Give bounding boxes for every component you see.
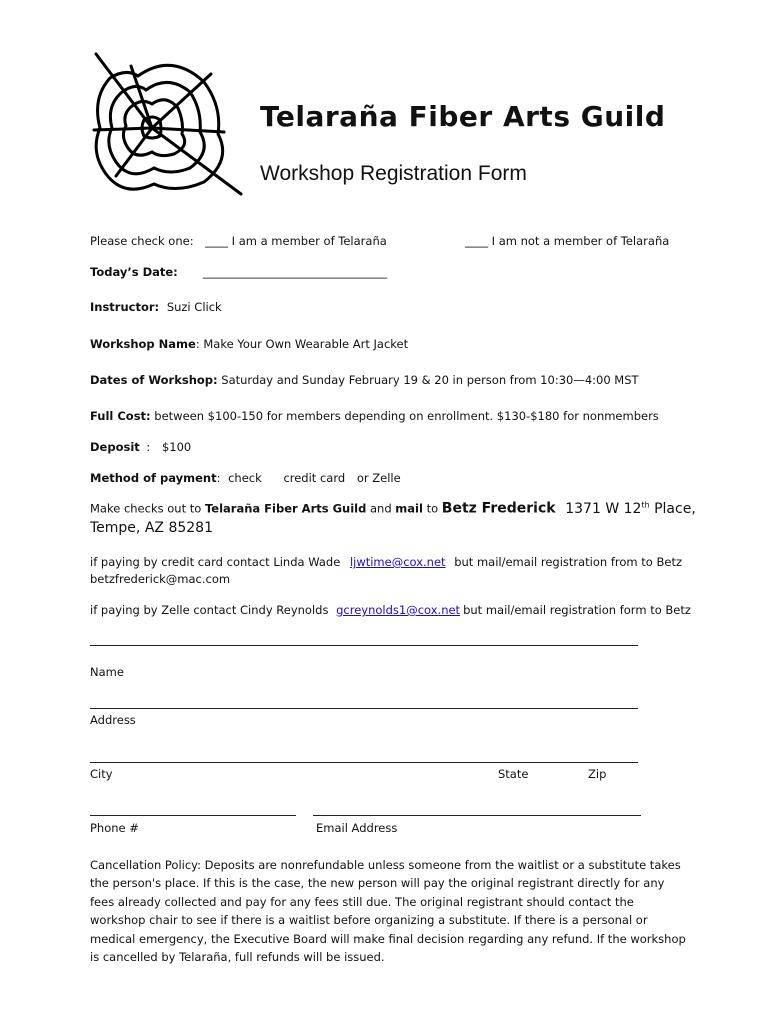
deposit-colon: : — [146, 440, 151, 454]
city-fill-line[interactable] — [90, 762, 638, 763]
deposit-row — [90, 440, 191, 454]
zelle-email-link[interactable]: gcreynolds1@cox.net — [336, 603, 461, 617]
checks-line — [90, 500, 696, 517]
membership-label: Please check one: — [90, 234, 194, 248]
payment-credit[interactable]: credit card — [283, 471, 346, 485]
address-fill-line[interactable] — [90, 708, 638, 709]
email-label: Email Address — [316, 821, 398, 835]
checks-city: Tempe, AZ 85281 — [90, 520, 213, 536]
dates-row — [90, 373, 639, 387]
zelle-line — [90, 603, 691, 617]
checks-street: 1371 W 12th Place, — [565, 500, 696, 517]
state-label: State — [498, 767, 529, 781]
zelle-suffix: but mail/email registration form to Betz — [463, 603, 691, 617]
phone-fill-line[interactable] — [90, 815, 296, 816]
zelle-text: if paying by Zelle contact Cindy Reynolds — [90, 603, 329, 617]
zip-label: Zip — [588, 767, 607, 781]
payment-colon: : — [216, 471, 221, 485]
date-label: Today’s Date: — [90, 265, 178, 279]
phone-label: Phone # — [90, 821, 139, 835]
workshop-row — [90, 337, 408, 351]
checks-prefix: Make checks out to — [90, 501, 202, 516]
checks-to: to — [426, 501, 439, 516]
payment-row — [90, 471, 401, 485]
credit-card-line2: betzfrederick@mac.com — [90, 572, 231, 586]
instructor-value: Suzi Click — [166, 300, 222, 314]
checks-payee: Telaraña Fiber Arts Guild — [204, 501, 367, 516]
cost-value: between $100-150 for members depending on enrollment. $130-$180 for nonmembers — [154, 409, 659, 423]
workshop-value: : Make Your Own Wearable Art Jacket — [195, 337, 409, 351]
payment-zelle[interactable]: or Zelle — [356, 471, 401, 485]
checks-mail: mail — [395, 501, 423, 516]
deposit-label: Deposit — [90, 440, 140, 454]
payment-check[interactable]: check — [228, 471, 262, 485]
credit-card-text: if paying by credit card contact Linda Wade — [90, 555, 341, 569]
address-label: Address — [90, 713, 136, 727]
payment-label: Method of payment — [90, 471, 217, 485]
credit-card-line — [90, 555, 682, 569]
instructor-row — [90, 300, 222, 314]
page-subtitle: Workshop Registration Form — [260, 162, 527, 185]
name-fill-line[interactable] — [90, 645, 638, 646]
dates-value: Saturday and Sunday February 19 & 20 in person from 10:30—4:00 MST — [221, 373, 639, 387]
city-label: City — [90, 767, 113, 781]
email-fill-line[interactable] — [313, 815, 641, 816]
credit-card-email-link[interactable]: ljwtime@cox.net — [349, 555, 446, 569]
cost-label: Full Cost: — [90, 409, 151, 423]
page-title: Telaraña Fiber Arts Guild — [260, 100, 666, 133]
nonmember-option[interactable]: ____ I am not a member of Telaraña — [465, 234, 670, 248]
instructor-label: Instructor: — [90, 300, 160, 314]
spider-web-icon — [86, 48, 246, 198]
name-label: Name — [90, 665, 124, 679]
date-blank[interactable]: ________________________________ — [203, 265, 387, 279]
credit-card-suffix: but mail/email registration from to Betz — [454, 555, 682, 569]
workshop-label: Workshop Name — [90, 337, 196, 351]
cancellation-policy: Cancellation Policy: Deposits are nonrefundable unless someone from the waitlist or a substitute takes the person's place. If this is the case, the new person will pay the original registrant directly for any fees already collected and pay for any fees still due. The original registrant should contact the workshop chair to see if there is a waitlist before organizing a substitute. If there is a personal or medical emergency, the Executive Board will make final decision regarding any refund. If the workshop is cancelled by Telaraña, full refunds will be issued. — [90, 858, 686, 965]
deposit-value: $100 — [161, 440, 192, 454]
checks-and: and — [370, 501, 392, 516]
member-option[interactable]: ____ I am a member of Telaraña — [205, 234, 387, 248]
dates-label: Dates of Workshop: — [90, 373, 218, 387]
cost-row — [90, 409, 659, 423]
checks-recipient: Betz Frederick — [441, 500, 556, 517]
